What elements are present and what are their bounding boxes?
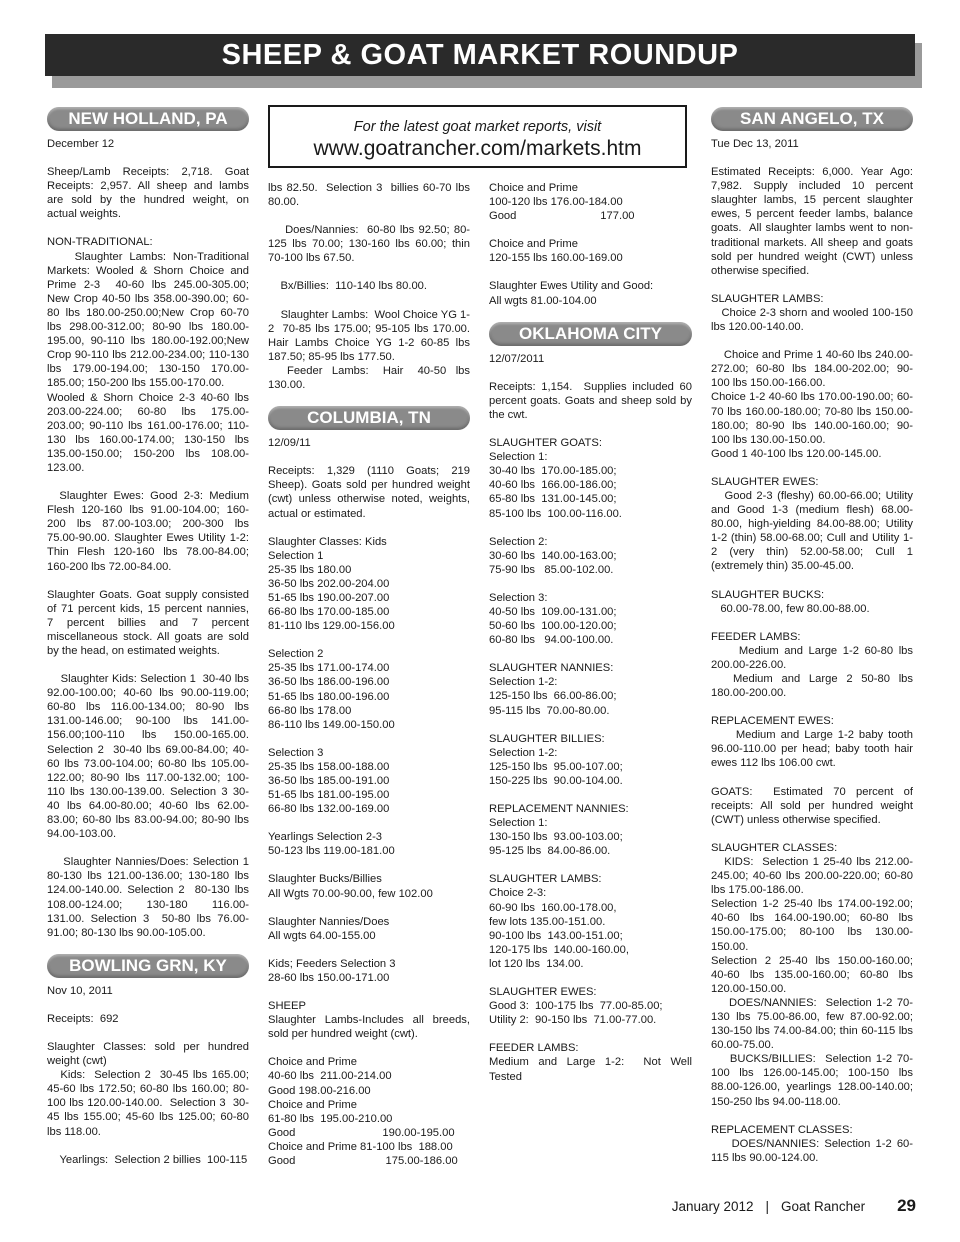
report-paragraph: Choice and Prime 1 40-60 lbs 240.00-272.00; 60-80 lbs 184.00-202.00; 90-100 lbs 150.00-166.00. Choice 1-2 40-60 lbs 170.00-190.00; 60-70 lbs 160.00-180.00; 70-80 lbs 150.00-180.00; 80-90 lbs 140.00-160.00; 90-100 lbs 130.00-150.00. Good 1 40-100 lbs 120.00-145.00. bbox=[711, 349, 913, 460]
report-date: December 12 bbox=[47, 138, 115, 150]
section-heading-bowling-green: BOWLING GRN, KY bbox=[47, 954, 249, 978]
promo-url[interactable]: www.goatrancher.com/markets.htm bbox=[313, 137, 642, 160]
report-paragraph: SLAUGHTER EWES: Good 2-3 (fleshy) 60.00-66.00; Utility and Good 1-3 (medium flesh) 68.00-80.00, high-yielding 84.00-88.00; Utility 1-2 (thin) 58.00-68.00; Cull and Utility 1-2 (very thin) 52.00-58.00; Cull 1 (extremely thin) 35.00-45.00. bbox=[711, 475, 913, 573]
report-paragraph: FEEDER LAMBS: Medium and Large 1-2 60-80 lbs 200.00-226.00. Medium and Large 2 50-80 lbs 180.00-200.00. bbox=[711, 630, 913, 700]
report-paragraph: Receipts: 1,329 (1110 Goats; 219 Sheep). Goats sold per hundred weight (cwt) unless otherwise noted, weights, actual or estimated. bbox=[268, 465, 474, 520]
report-paragraph: Slaughter Nannies/Does All wgts 64.00-155.00 bbox=[268, 915, 390, 942]
report-paragraph: Selection 3: 40-50 lbs 109.00-131.00; 50-60 lbs 100.00-120.00; 60-80 lbs 94.00-100.00. bbox=[489, 591, 617, 647]
report-paragraph: Sheep/Lamb Receipts: 2,718. Goat Receipts: 2,957. All sheep and lambs are sold by the hundred weight, on actual weights. bbox=[47, 166, 253, 221]
section-heading-new-holland: NEW HOLLAND, PA bbox=[47, 107, 249, 131]
report-paragraph: Slaughter Ewes Utility and Good: All wgts 81.00-104.00 bbox=[489, 280, 654, 307]
report-paragraph: SLAUGHTER BILLIES: Selection 1-2: 125-150 lbs 95.00-107.00; 150-225 lbs 90.00-104.00. bbox=[489, 732, 623, 787]
report-paragraph: FEEDER LAMBS: Medium and Large 1-2: Not Well Tested bbox=[489, 1042, 692, 1083]
page-banner bbox=[45, 34, 915, 76]
footer-publication: Goat Rancher bbox=[781, 1199, 866, 1214]
section-heading-oklahoma-city: OKLAHOMA CITY bbox=[489, 322, 692, 346]
report-paragraph: SLAUGHTER CLASSES: KIDS: Selection 1 25-40 lbs 212.00-245.00; 40-60 lbs 200.00-220.00; 60-80 lbs 175.00-186.00. Selection 1-2 25-40 lbs 174.00-192.00; 40-60 lbs 164.00-190.00; 60-80 lbs 150.00-175.00; 80-100 lbs 130.00-150.00. Selection 2 25-40 lbs 150.00-160.00; 40-60 lbs 135.00-160.00; 60-80 lbs 120.00-150.00. DOES/NANNIES: Selection 1-2 70-130 lbs 75.00-86.00, few 87.00-92.00; 130-150 lbs 74.00-84.00; thin 60-115 lbs 60.00-75.00. BUCKS/BILLIES: Selection 1-2 70-100 lbs 126.00-145.00; 100-150 lbs 88.00-126.00, yearlings 128.00-140.00; 150-250 lbs 94.00-118.00. bbox=[711, 841, 914, 1108]
report-paragraph: Receipts: 692 bbox=[47, 1012, 119, 1025]
report-paragraph: Yearlings Selection 2-3 50-123 lbs 119.00-181.00 bbox=[268, 831, 395, 858]
promo-text: For the latest goat market reports, visit bbox=[353, 119, 602, 135]
report-date: Nov 10, 2011 bbox=[47, 984, 113, 997]
section-bowling-green-continued bbox=[268, 181, 474, 392]
report-paragraph: SLAUGHTER LAMBS: Choice 2-3 shorn and wooled 100-150 lbs 120.00-140.00. bbox=[711, 292, 914, 334]
section-heading-san-angelo: SAN ANGELO, TX bbox=[711, 107, 913, 131]
page-footer bbox=[672, 1196, 916, 1216]
section-san-angelo bbox=[711, 137, 917, 1165]
report-paragraph: Slaughter Nannies/Does: Selection 1 80-130 lbs 121.00-136.00; 130-180 lbs 124.00-140.00. Selection 2 80-130 lbs 108.00-124.00; 130-180 116.00-131.00. Selection 3 50-80 lbs 76.00-91.00; 80-130 lbs 90.00-105.00. bbox=[47, 856, 253, 939]
section-oklahoma-city bbox=[489, 352, 696, 1084]
report-date: Tue Dec 13, 2011 bbox=[711, 138, 799, 150]
report-paragraph: SLAUGHTER NANNIES: Selection 1-2: 125-150 lbs 66.00-86.00; 95-115 lbs 70.00-80.00. bbox=[489, 662, 617, 717]
page-number: 29 bbox=[897, 1196, 916, 1215]
report-paragraph: NON-TRADITIONAL: Slaughter Lambs: Non-Traditional Markets: Wooled & Shorn Choice and Prime 2-3 40-60 lbs 245.00-305.00; New Crop 40-50 lbs 358.00-390.00; 60-80 lbs 180.00-250.00;New Crop 60-70 lbs 298.00-312.00; 80-90 lbs 180.00-195.00, 90-110 lbs 180.00-192.00;New Crop 90-110 lbs 212.00-234.00; 110-130 lbs 179.00-194.00; 130-150 170.00-185.00; 150-200 lbs 155.00-170.00. Wooled & Shorn Choice 2-3 40-60 lbs 203.00-224.00; 60-80 lbs 175.00-203.00; 90-110 lbs 161.00-176.00; 110-130 lbs 160.00-174.00; 130-150 lbs 135.00-150.00; 150-200 lbs 108.00-123.00. bbox=[47, 236, 249, 474]
report-paragraph: SLAUGHTER EWES: Good 3: 100-175 lbs 77.00-85.00; Utility 2: 90-150 lbs 71.00-77.00. bbox=[489, 986, 663, 1027]
report-paragraph: Yearlings: Selection 2 billies 100-115 bbox=[47, 1153, 248, 1166]
report-paragraph: lbs 82.50. Selection 3 billies 60-70 lbs 80.00. bbox=[268, 182, 474, 209]
promo-box bbox=[268, 105, 687, 168]
report-paragraph: REPLACEMENT NANNIES: Selection 1: 130-150 lbs 93.00-103.00; 95-125 lbs 84.00-86.00. bbox=[489, 803, 629, 858]
section-heading-columbia: COLUMBIA, TN bbox=[268, 406, 470, 430]
report-paragraph: SLAUGHTER GOATS: Selection 1: 30-40 lbs 170.00-185.00; 40-60 lbs 166.00-186.00; 65-80 lbs 131.00-145.00; 85-100 lbs 100.00-116.00. bbox=[489, 437, 622, 520]
column-1 bbox=[47, 107, 253, 1181]
report-paragraph: Does/Nannies: 60-80 lbs 92.50; 80-125 lbs 70.00; 130-160 lbs 60.00; thin 70-100 lbs 67.50. bbox=[268, 224, 474, 265]
report-paragraph: SHEEP Slaughter Lambs-Includes all breeds, sold per hundred weight (cwt). bbox=[268, 1000, 470, 1041]
report-paragraph: GOATS: Estimated 70 percent of receipts: All sold per hundred weight (CWT) unless otherwise specified. bbox=[711, 785, 917, 826]
report-paragraph: Slaughter Classes: sold per hundred weight (cwt) Kids: Selection 2 30-45 lbs 165.00; 45-60 lbs 172.50; 60-80 lbs 160.00; 80-100 lbs 120.00-140.00. Selection 3 30-45 lbs 155.00; 45-60 lbs 125.00; 60-80 lbs 118.00. bbox=[47, 1040, 249, 1138]
report-paragraph: Selection 2: 30-60 lbs 140.00-163.00; 75-90 lbs 85.00-102.00. bbox=[489, 535, 617, 576]
report-paragraph: Selection 3 25-35 lbs 158.00-188.00 36-50 lbs 185.00-191.00 51-65 lbs 181.00-195.00 66-80 lbs 132.00-169.00 bbox=[268, 746, 390, 816]
report-paragraph: Slaughter Lambs: Wool Choice YG 1-2 70-85 lbs 175.00; 95-105 lbs 170.00. Hair Lambs Choice YG 1-2 60-85 lbs 187.50; 85-95 lbs 177.50. Feeder Lambs: Hair 40-50 lbs 130.00. bbox=[268, 308, 470, 392]
column-3 bbox=[489, 181, 696, 1098]
report-paragraph: Choice and Prime 40-60 lbs 211.00-214.00 Good 198.00-216.00 Choice and Prime 61-80 lbs 195.00-210.00 Good 190.00-195.00 Choice and Prime 81-100 lbs 188.00 Good 175.00-186.00 bbox=[268, 1056, 458, 1167]
report-paragraph: SLAUGHTER LAMBS: Choice 2-3: 60-90 lbs 160.00-178.00, few lots 135.00-151.00. 90-100 lbs 143.00-151.00; 120-175 lbs 140.00-160.00, lot 120 lbs 134.00. bbox=[489, 873, 629, 970]
report-date: 12/07/2011 bbox=[489, 352, 545, 365]
footer-separator: | bbox=[765, 1199, 770, 1214]
banner-title: SHEEP & GOAT MARKET ROUNDUP bbox=[221, 38, 739, 71]
report-paragraph: Choice and Prime 100-120 lbs 176.00-184.00 Good 177.00 bbox=[489, 182, 635, 223]
report-paragraph: Choice and Prime 120-155 lbs 160.00-169.00 bbox=[489, 238, 623, 265]
report-paragraph: Estimated Receipts: 6,000. Year Ago: 7,982. Supply included 10 percent slaughter lambs, 15 percent slaughter ewes, 5 percent feeder lambs, balance goats. All slaughter lambs went to non-traditional markets. All sheep and goats sold per hundred weight (CWT) unless otherwise specified. bbox=[711, 166, 917, 277]
report-paragraph: REPLACEMENT EWES: Medium and Large 1-2 baby tooth 96.00-110.00 per head; baby tooth hair ewes 112 lbs 106.00 cwt. bbox=[711, 715, 913, 770]
section-columbia bbox=[268, 436, 474, 1168]
report-paragraph: Slaughter Ewes: Good 2-3: Medium Flesh 120-160 lbs 91.00-104.00; 160-200 lbs 87.00-103.00; 200-300 lbs 75.00-90.00. Slaughter Ewes Utility 1-2: Thin Flesh 120-160 lbs 78.00-84.00; 160-200 lbs 72.00-84.00. bbox=[47, 490, 253, 573]
report-paragraph: Kids; Feeders Selection 3 28-60 lbs 150.00-171.00 bbox=[268, 957, 396, 984]
report-paragraph: Slaughter Classes: Kids Selection 1 25-35 lbs 180.00 36-50 lbs 202.00-204.00 51-65 lbs 190.00-207.00 66-80 lbs 170.00-185.00 81-110 lbs 129.00-156.00 bbox=[268, 535, 395, 633]
report-paragraph: REPLACEMENT CLASSES: DOES/NANNIES: Selection 1-2 60-115 lbs 90.00-124.00. bbox=[711, 1123, 913, 1164]
report-paragraph: Selection 2 25-35 lbs 171.00-174.00 36-50 lbs 186.00-196.00 51-65 lbs 180.00-196.00 66-80 lbs 178.00 86-110 lbs 149.00-150.00 bbox=[268, 648, 395, 731]
report-paragraph: Slaughter Bucks/Billies All Wgts 70.00-90.00, few 102.00 bbox=[268, 873, 433, 900]
section-bowling-green bbox=[47, 984, 249, 1167]
report-paragraph: Slaughter Goats. Goat supply consisted of 71 percent kids, 15 percent nannies, 7 percent billies and 7 percent miscellaneous stock. All goats are sold by the head, on estimated weights. bbox=[47, 588, 253, 657]
column-4 bbox=[711, 107, 917, 1179]
section-new-holland bbox=[47, 137, 253, 940]
report-date: 12/09/11 bbox=[268, 437, 311, 450]
report-paragraph: Receipts: 1,154. Supplies included 60 percent goats. Goats and sheep sold by the cwt. bbox=[489, 380, 696, 421]
footer-issue: January 2012 bbox=[671, 1199, 754, 1214]
column-2 bbox=[268, 181, 474, 1182]
report-paragraph: SLAUGHTER BUCKS: 60.00-78.00, few 80.00-88.00. bbox=[711, 588, 870, 615]
report-paragraph: Bx/Billies: 110-140 lbs 80.00. bbox=[268, 280, 427, 293]
report-paragraph: Slaughter Kids: Selection 1 30-40 lbs 92.00-100.00; 40-60 lbs 90.00-119.00; 60-80 lbs 116.00-134.00; 80-90 lbs 131.00-146.00; 90-100 lbs 141.00-156.00;100-110 lbs 150.00-165.00. Selection 2 30-40 lbs 69.00-84.00; 40-60 lbs 73.00-104.00; 60-80 lbs 105.00-122.00; 80-90 lbs 117.00-132.00; 100-110 lbs 130.00-139.00. Selection 3 30-40 lbs 64.00-80.00; 40-60 lbs 62.00-83.00; 60-80 lbs 83.00-94.00; 80-90 lbs 94.00-103.00. bbox=[47, 673, 253, 841]
section-columbia-continued bbox=[489, 181, 692, 308]
